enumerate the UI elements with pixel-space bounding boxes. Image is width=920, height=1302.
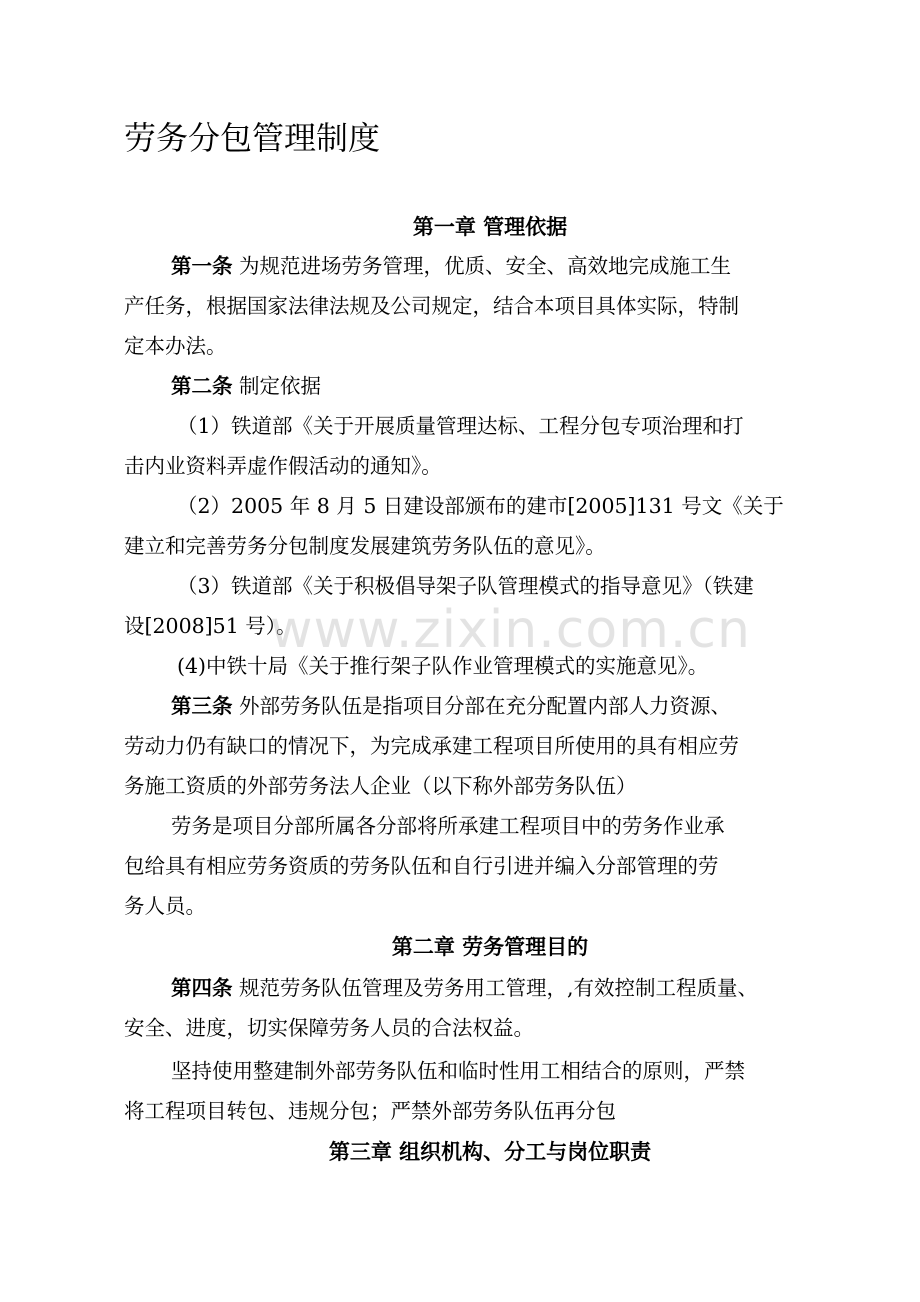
article-4-label: 第四条 — [171, 976, 233, 1000]
article-2-label: 第二条 — [171, 374, 233, 398]
principle-line-1: 坚持使用整建制外部劳务队伍和临时性用工相结合的原则，严禁 — [171, 1059, 745, 1083]
article-1-line-3: 定本办法。 — [124, 334, 227, 358]
labor-definition-paragraph — [124, 806, 816, 926]
chapter-2-heading: 第二章 劳务管理目的 — [391, 935, 589, 959]
article-3-line-3: 务施工资质的外部劳务法人企业（以下称外部劳务队伍） — [124, 774, 637, 798]
basis-item-3-line-2: 设[2008]51 号）。 — [124, 614, 297, 638]
article-4-line-1: 第四条 规范劳务队伍管理及劳务用工管理，,有效控制工程质量、 — [171, 976, 759, 1000]
site-watermark: www.zixin.com.cn — [270, 600, 751, 660]
basis-item-3-line-1: （3）铁道部《关于积极倡导架子队管理模式的指导意见》（铁建 — [177, 574, 754, 598]
article-4 — [124, 968, 816, 1048]
document-title: 劳务分包管理制度 — [124, 119, 381, 157]
labor-definition-line-3: 务人员。 — [124, 894, 206, 918]
principle-paragraph — [124, 1051, 816, 1131]
article-3-line-1: 第三条 外部劳务队伍是指项目分部在充分配置内部人力资源、 — [171, 694, 732, 718]
basis-item-3 — [124, 566, 816, 646]
basis-item-2-line-2: 建立和完善劳务分包制度发展建筑劳务队伍的意见》。 — [124, 534, 606, 558]
labor-definition-line-1: 劳务是项目分部所属各分部将所承建工程项目中的劳务作业承 — [171, 814, 725, 838]
article-3-label: 第三条 — [171, 694, 233, 718]
labor-definition-line-2: 包给具有相应劳务资质的劳务队伍和自行引进并编入分部管理的劳 — [124, 854, 719, 878]
article-2 — [124, 366, 816, 406]
basis-item-1-line-2: 击内业资料弄虚作假活动的通知》。 — [124, 454, 442, 478]
basis-item-1-line-1: （1）铁道部《关于开展质量管理达标、工程分包专项治理和打 — [177, 414, 744, 438]
article-3 — [124, 686, 816, 806]
basis-item-2 — [124, 486, 816, 566]
basis-item-4-line: (4)中铁十局《关于推行架子队作业管理模式的实施意见》。 — [177, 654, 709, 678]
basis-item-2-line-1: （2）2005 年 8 月 5 日建设部颁布的建市[2005]131 号文《关于 — [177, 494, 784, 518]
article-4-line-2: 安全、进度，切实保障劳务人员的合法权益。 — [124, 1016, 534, 1040]
chapter-1-heading: 第一章 管理依据 — [412, 215, 568, 239]
article-1-line-1: 第一条 为规范进场劳务管理，优质、安全、高效地完成施工生 — [171, 254, 732, 278]
chapter-3-heading: 第三章 组织机构、分工与岗位职责 — [328, 1140, 652, 1164]
article-1 — [124, 246, 816, 366]
principle-line-2: 将工程项目转包、违规分包；严禁外部劳务队伍再分包 — [124, 1099, 616, 1123]
basis-item-4 — [124, 646, 816, 686]
article-1-line-2: 产任务，根据国家法律法规及公司规定，结合本项目具体实际，特制 — [124, 294, 739, 318]
article-3-line-2: 劳动力仍有缺口的情况下，为完成承建工程项目所使用的具有相应劳 — [124, 734, 739, 758]
basis-item-1 — [124, 406, 816, 486]
article-1-label: 第一条 — [171, 254, 233, 278]
article-2-line: 第二条 制定依据 — [171, 374, 322, 398]
